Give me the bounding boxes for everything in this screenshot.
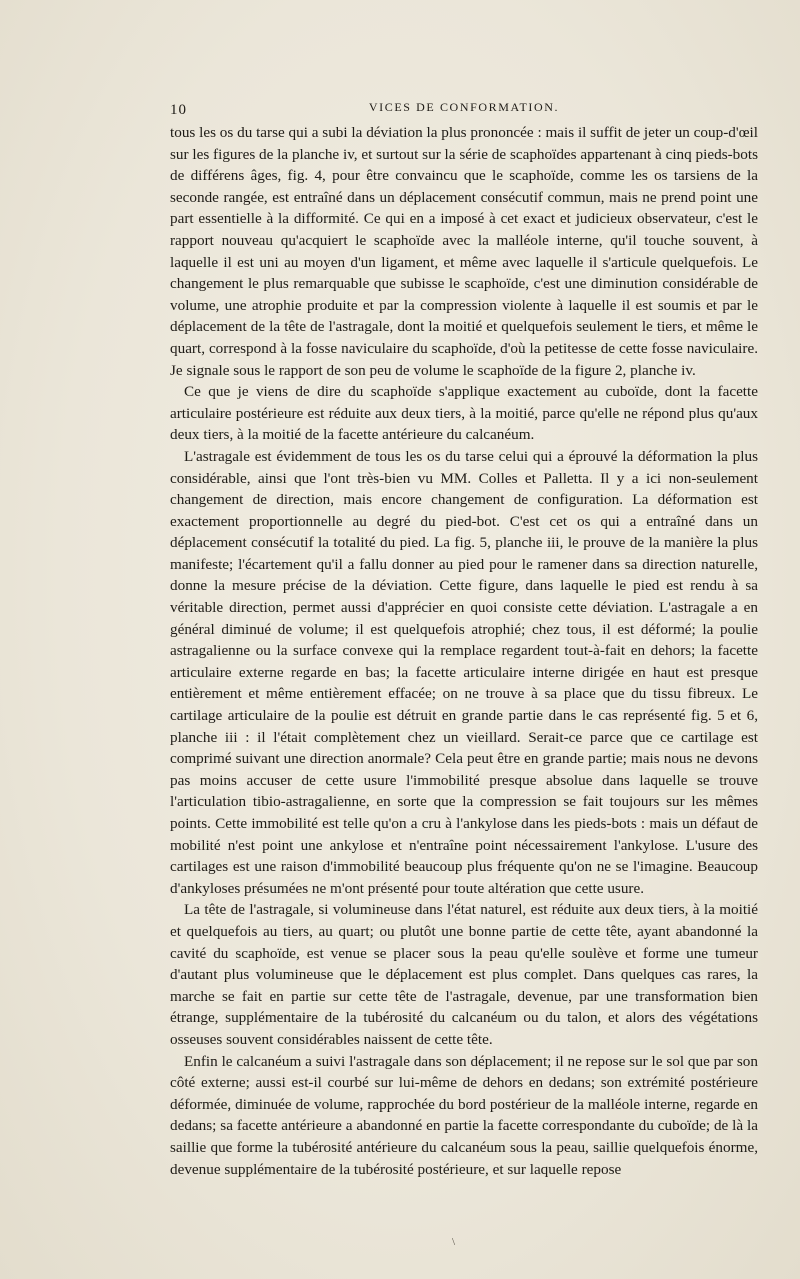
footer-mark: \ <box>452 1236 456 1248</box>
body-text <box>170 122 758 1180</box>
paragraph: Ce que je viens de dire du scaphoïde s'applique exactement au cuboïde, dont la facette articulaire postérieure est réduite aux deux tiers, à la moitié, parce qu'elle ne répond plus qu'aux deux tiers, à la moitié de la facette antérieure du calcanéum. <box>170 383 758 444</box>
running-head <box>170 100 758 124</box>
paragraph: La tête de l'astragale, si volumineuse dans l'état naturel, est réduite aux deux tiers, à la moitié et quelquefois au tiers, au quart; ou plutôt une bonne partie de cette tête, ayant abandonné la cavité du scaphoïde, est venue se placer sous la peau qu'elle soulève et forme une tumeur d'autant plus volumineuse que le déplacement est plus complet. Dans quelques cas rares, la marche se fait en partie sur cette tête de l'astragale, devenue, par une transformation bien étrange, supplémentaire de la tubérosité du calcanéum ou du talon, et alors des végétations osseuses souvent considérables naissent de cette tête. <box>170 901 758 1048</box>
page-number: 10 <box>170 102 187 118</box>
paragraph: Enfin le calcanéum a suivi l'astragale dans son déplacement; il ne repose sur le sol que par son côté externe; aussi est-il courbé sur lui-même de dehors en dedans; son extrémité postérieure déformée, diminuée de volume, rapprochée du bord postérieur de la malléole interne, regarde en dedans; sa facette antérieure a abandonné en partie la facette correspondante du cuboïde; de là la saillie que forme la tubérosité antérieure du calcanéum sous la peau, saillie quelquefois énorme, devenue supplémentaire de la tubérosité postérieure, et sur laquelle repose <box>170 1052 758 1178</box>
paragraph: L'astragale est évidemment de tous les os du tarse celui qui a éprouvé la déformation la plus considérable, ainsi que l'ont très-bien vu MM. Colles et Palletta. Il y a ici non-seulement changement de direction, mais encore changement de configuration. La déformation est exactement proportionnelle au degré du pied-bot. C'est cet os qui a entraîné dans un déplacement consécutif la totalité du pied. La fig. 5, planche iii, le prouve de la manière la plus manifeste; l'écartement qu'il a fallu donner au pied pour le ramener dans sa direction naturelle, donne la mesure précise de la déviation. Cette figure, dans laquelle le pied est rendu à sa véritable direction, permet aussi d'apprécier en quoi consiste cette déviation. L'astragale a en général diminué de volume; il est quelquefois atrophié; chez tous, il est déformé; la poulie astragalienne ou la surface convexe qui la remplace regardent tout-à-fait en dehors; la facette articulaire externe regarde en bas; la facette articulaire interne dirigée en haut est presque entièrement et même entièrement effacée; on ne trouve à sa place que du tissu fibreux. Le cartilage articulaire de la poulie est détruit en grande partie dans le cas représenté fig. 5 et 6, planche iii : il l'était complètement chez un vieillard. Serait-ce parce que ce cartilage est comprimé suivant une direction anormale? Cela peut être en grande partie; mais nous ne devons pas moins accuser de cette usure l'immobilité presque absolue dans laquelle se trouve l'articulation tibio-astragalienne, en sorte que la compression se fait toujours sur les mêmes points. Cette immobilité est telle qu'on a cru à l'ankylose dans les pieds-bots : mais un défaut de mobilité n'est point une ankylose et n'entraîne point nécessairement l'ankylose. L'usure des cartilages est une raison d'immobilité beaucoup plus fréquente qu'on ne se l'imagine. Beaucoup d'ankyloses présumées ne m'ont présenté pour toute altération que cette usure. <box>170 447 758 897</box>
paragraph: tous les os du tarse qui a subi la déviation la plus prononcée : mais il suffit de jeter un coup-d'œil sur les figures de la planche iv, et surtout sur la série de scaphoïdes appartenant à cinq pieds-bots de différens âges, fig. 4, pour être convaincu que le scaphoïde, comme les os tarsiens de la seconde rangée, est entraîné dans un déplacement consécutif commun, mais ne prend point une part essentielle à la difformité. Ce qui en a imposé à cet exact et judicieux observateur, c'est le rapport nouveau qu'acquiert le scaphoïde avec la malléole interne, qu'il touche souvent, à laquelle il est uni au moyen d'un ligament, et même avec laquelle il s'articule quelquefois. Le changement le plus remarquable que subisse le scaphoïde, c'est une diminution considérable de volume, une atrophie produite et par la compression violente à laquelle il est soumis et par le déplacement de la tête de l'astragale, dont la moitié et quelquefois seulement le tiers, et même le quart, correspond à la fosse naviculaire du scaphoïde, d'où la petitesse de cette fosse naviculaire. Je signale sous le rapport de son peu de volume le scaphoïde de la figure 2, planche iv. <box>170 124 758 379</box>
running-title: VICES DE CONFORMATION. <box>368 100 560 114</box>
